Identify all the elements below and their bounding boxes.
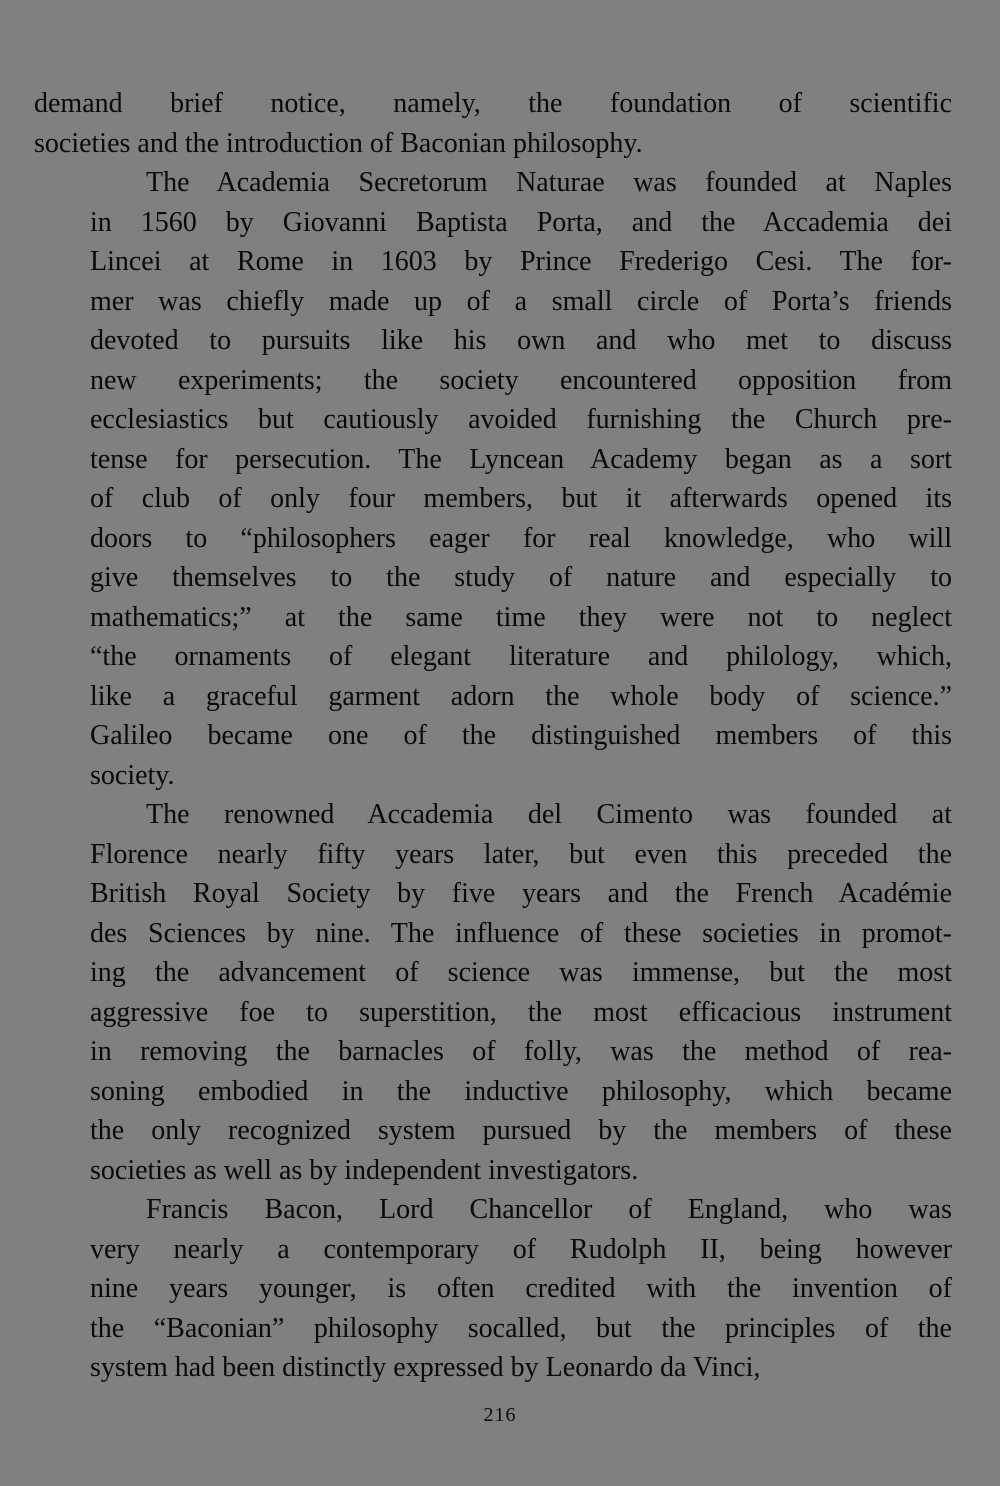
text-line: the “Baconian” philosophy socalled, but the principles of the: [90, 1312, 952, 1344]
text-line: demand brief notice, namely, the foundation of scientific: [34, 88, 952, 119]
text-line: the only recognized system pursued by the members of these: [90, 1115, 952, 1146]
text-line: system had been distinctly expressed by Leonardo da Vinci,: [90, 1352, 761, 1383]
paragraph: [34, 163, 952, 795]
text-line: ing the advancement of science was immense, but the most: [90, 957, 952, 988]
text-line: soning embodied in the inductive philosophy, which became: [90, 1075, 952, 1107]
text-line: aggressive foe to superstition, the most efficacious instrument: [90, 996, 952, 1028]
paragraph: [34, 1190, 952, 1388]
paragraph: [34, 84, 952, 163]
text-line: Galileo became one of the distinguished members of this: [90, 720, 952, 751]
text-line: societies and the introduction of Baconian philosophy.: [34, 127, 643, 159]
text-line: doors to “philosophers eager for real knowledge, who will: [90, 522, 952, 554]
paragraph: [34, 795, 952, 1190]
text-line: in removing the barnacles of folly, was the method of rea-: [90, 1036, 952, 1067]
text-line: new experiments; the society encountered opposition from: [90, 364, 952, 396]
text-line: The renowned Accademia del Cimento was founded at: [146, 799, 952, 830]
body-text: [34, 84, 952, 1388]
text-line: Florence nearly fifty years later, but even this preceded the: [90, 838, 952, 870]
text-line: mathematics;” at the same time they were not to neglect: [90, 601, 952, 633]
text-line: tense for persecution. The Lyncean Academy began as a sort: [90, 443, 952, 475]
text-line: societies as well as by independent investigators.: [90, 1154, 639, 1186]
text-line: like a graceful garment adorn the whole body of science.”: [90, 680, 952, 712]
text-line: give themselves to the study of nature and especially to: [90, 562, 952, 593]
text-line: Lincei at Rome in 1603 by Prince Frederigo Cesi. The for-: [90, 246, 952, 277]
text-line: des Sciences by nine. The influence of these societies in promot-: [90, 917, 952, 949]
text-line: devoted to pursuits like his own and who met to discuss: [90, 325, 952, 356]
text-line: mer was chiefly made up of a small circle of Porta’s friends: [90, 285, 952, 317]
text-line: Francis Bacon, Lord Chancellor of England, who was: [146, 1194, 952, 1225]
text-line: very nearly a contemporary of Rudolph II, being however: [90, 1233, 952, 1265]
text-line: of club of only four members, but it afterwards opened its: [90, 483, 952, 514]
text-line: “the ornaments of elegant literature and philology, which,: [90, 641, 952, 672]
text-line: nine years younger, is often credited with the invention of: [90, 1273, 952, 1304]
text-line: The Academia Secretorum Naturae was founded at Naples: [146, 167, 952, 198]
page-number: 216: [483, 1404, 517, 1426]
text-line: ecclesiastics but cautiously avoided furnishing the Church pre-: [90, 404, 952, 435]
text-line: society.: [90, 759, 175, 791]
text-line: in 1560 by Giovanni Baptista Porta, and the Accademia dei: [90, 206, 952, 238]
text-line: British Royal Society by five years and the French Académie: [90, 878, 952, 909]
